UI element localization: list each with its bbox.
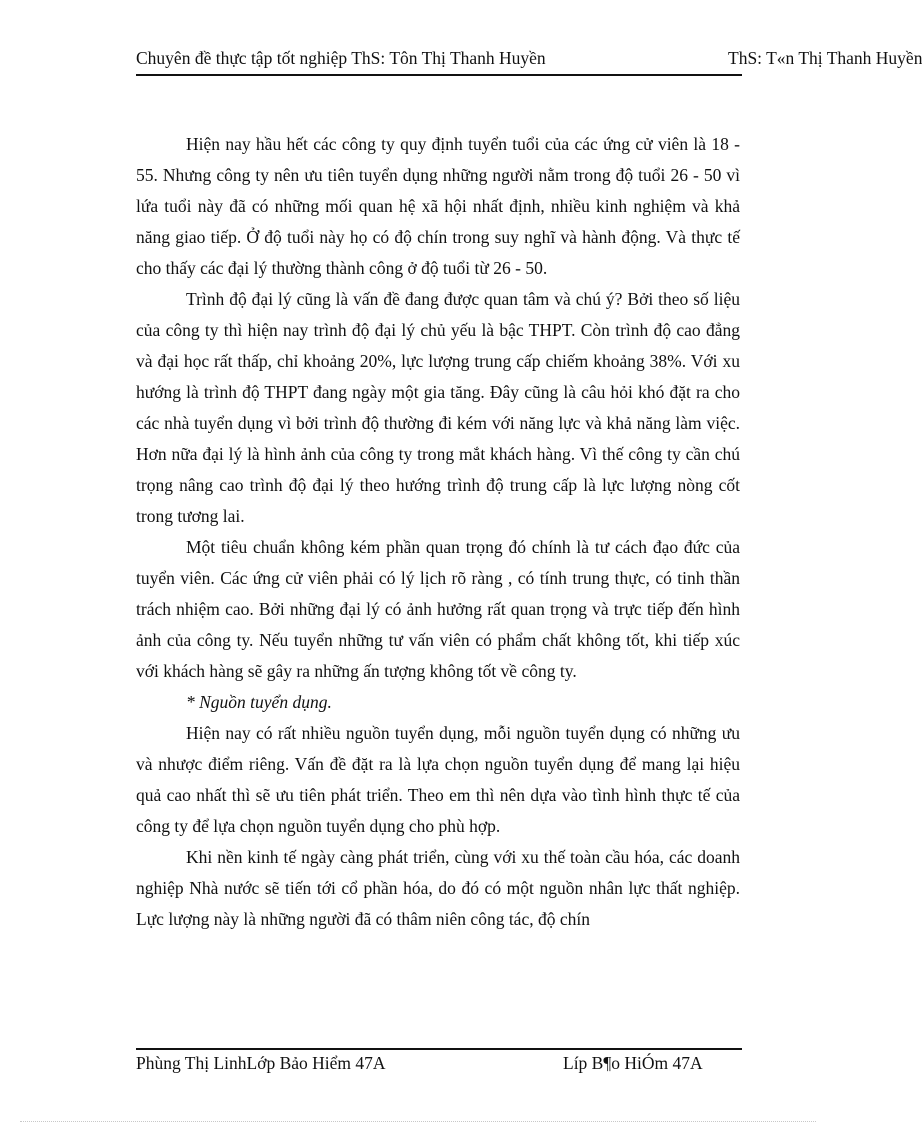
paragraph-moral-standards: Một tiêu chuẩn không kém phần quan trọng đó chính là tư cách đạo đức của tuyển viên. Các ứng cử viên phải có lý lịch rõ ràng , có tính trung thực, có tinh thần trách nhiệm cao. Bởi những đại lý có ảnh hưởng rất quan trọng và trực tiếp đến hình ảnh của công ty. Nếu tuyển những tư vấn viên có phẩm chất không tốt, khi tiếp xúc với khách hàng sẽ gây ra những ấn tượng không tốt về công ty.: [136, 537, 740, 681]
page-bottom-border: [20, 1121, 816, 1122]
header-right-text: ThS: T«n Thị Thanh Huyền: [728, 48, 922, 68]
paragraph-age-criteria: Hiện nay hầu hết các công ty quy định tuyển tuổi của các ứng cử viên là 18 - 55. Nhưng công ty nên ưu tiên tuyển dụng những người nằm trong độ tuổi 26 - 50 vì lứa tuổi này đã có những mối quan hệ xã hội nhất định, nhiều kinh nghiệm và khả năng giao tiếp. Ở độ tuổi này họ có độ chín trong suy nghĩ và hành động. Và thực tế cho thấy các đại lý thường thành công ở độ tuổi từ 26 - 50.: [136, 134, 740, 278]
footer-rule: [136, 1048, 742, 1050]
header-left-text: Chuyên đề thực tập tốt nghiệp ThS: Tôn Thị Thanh Huyền: [136, 48, 546, 68]
paragraph-economic-development: Khi nền kinh tế ngày càng phát triển, cùng với xu thế toàn cầu hóa, các doanh nghiệp Nhà nước sẽ tiến tới cổ phần hóa, do đó có một nguồn nhân lực thất nghiệp. Lực lượng này là những người đã có thâm niên công tác, độ chín: [136, 847, 740, 929]
footer-right-text: Líp B¶o HiÓm 47A: [563, 1053, 703, 1073]
page-header: [136, 48, 922, 74]
footer-left-text: Phùng Thị LinhLớp Bảo Hiểm 47A: [136, 1053, 386, 1073]
paragraph-education-level: Trình độ đại lý cũng là vấn đề đang được quan tâm và chú ý? Bởi theo số liệu của công ty thì hiện nay trình độ đại lý chủ yếu là bậc THPT. Còn trình độ cao đẳng và đại học rất thấp, chỉ khoảng 20%, lực lượng trung cấp chiếm khoảng 38%. Với xu hướng là trình độ THPT đang ngày một gia tăng. Đây cũng là câu hỏi khó đặt ra cho các nhà tuyển dụng vì bởi trình độ thường đi kém với năng lực và khả năng làm việc. Hơn nữa đại lý là hình ảnh của công ty trong mắt khách hàng. Vì thế công ty cần chú trọng nâng cao trình độ đại lý theo hướng trình độ trung cấp là lực lượng nòng cốt trong tương lai.: [136, 289, 740, 526]
header-rule: [136, 74, 742, 76]
page-footer: [136, 1053, 742, 1079]
document-body: [136, 129, 740, 935]
paragraph-recruitment-sources: Hiện nay có rất nhiều nguồn tuyển dụng, mỗi nguồn tuyển dụng có những ưu và nhược điểm riêng. Vấn đề đặt ra là lựa chọn nguồn tuyển dụng để mang lại hiệu quả cao nhất thì sẽ ưu tiên phát triển. Theo em thì nên dựa vào tình hình thực tế của công ty để lựa chọn nguồn tuyển dụng cho phù hợp.: [136, 723, 740, 836]
section-heading-recruitment-sources: * Nguồn tuyển dụng.: [186, 692, 332, 712]
